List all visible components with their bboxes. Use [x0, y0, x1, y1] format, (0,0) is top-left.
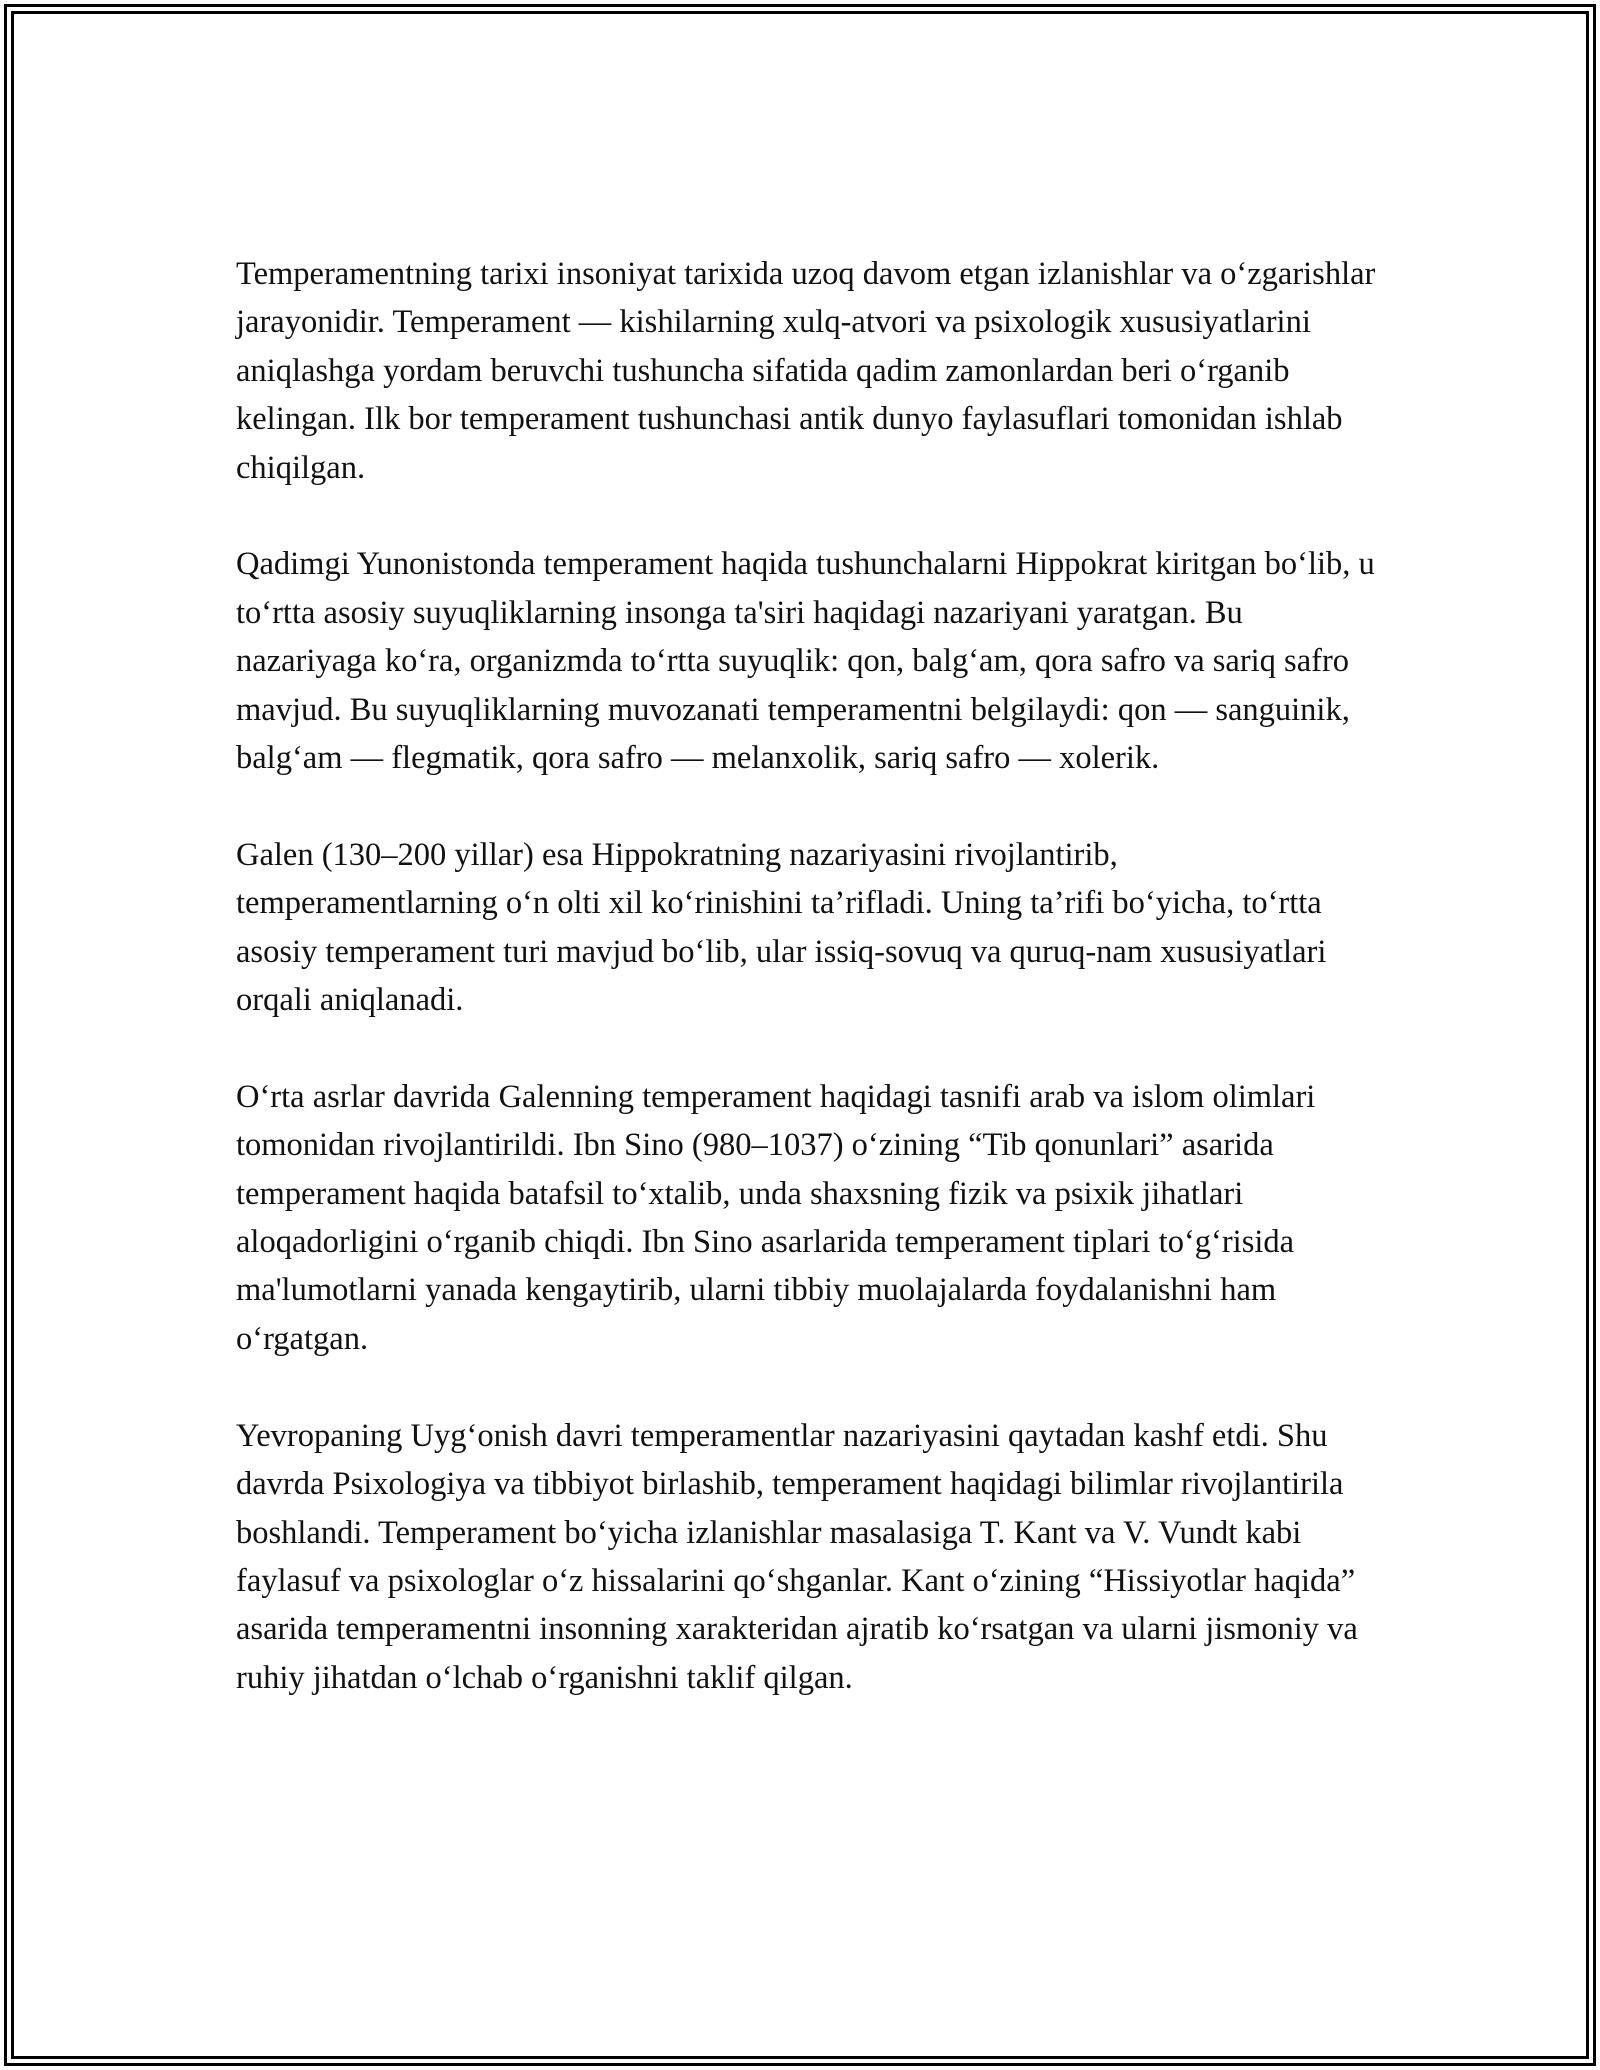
paragraph-renaissance: Yevropaning Uyg‘onish davri temperamentlar nazariyasini qaytadan kashf etdi. Shu davrda Psixologiya va tibbiyot birlashib, temperament haqidagi bilimlar rivojlantirila boshlandi. Temperament bo‘yicha izlanishlar masalasiga T. Kant va V. Vundt kabi faylasuf va psixologlar o‘z hissalarini qo‘shganlar. Kant o‘zining “Hissiyotlar haqida” asarida temperamentni insonning xarakteridan ajratib ko‘rsatgan va ularni jismoniy va ruhiy jihatdan o‘lchab o‘rganishni taklif qilgan. — [236, 1417, 1358, 1696]
paragraph-history-intro: Temperamentning tarixi insoniyat tarixida uzoq davom etgan izlanishlar va o‘zgarishlar jarayonidir. Temperament — kishilarning xulq-atvori va psixologik xususiyatlarini aniqlashga yordam beruvchi tushuncha sifatida qadim zamonlardan beri o‘rganib kelingan. Ilk bor temperament tushunchasi antik dunyo faylasuflari tomonidan ishlab chiqilgan. — [236, 256, 1376, 486]
paragraph-middle-ages: O‘rta asrlar davrida Galenning temperament haqidagi tasnifi arab va islom olimlari tomonidan rivojlantirildi. Ibn Sino (980–1037) o‘zining “Tib qonunlari” asarida temperament haqida batafsil to‘xtalib, unda shaxsning fizik va psixik jihatlari aloqadorligini o‘rganib chiqdi. Ibn Sino asarlarida temperament tiplari to‘g‘risida ma'lumotlarni yanada kengaytirib, ularni tibbiy muolajalarda foydalanishni ham o‘rgatgan. — [236, 1078, 1316, 1357]
document-body — [236, 250, 1376, 1702]
paragraph-galen: Galen (130–200 yillar) esa Hippokratning nazariyasini rivojlantirib, temperamentlarning o‘n olti xil ko‘rinishini ta’rifladi. Uning ta’rifi bo‘yicha, to‘rtta asosiy temperament turi mavjud bo‘lib, ular issiq-sovuq va quruq-nam xususiyatlari orqali aniqlanadi. — [236, 836, 1327, 1019]
paragraph-hippocrates: Qadimgi Yunonistonda temperament haqida tushunchalarni Hippokrat kiritgan bo‘lib, u to‘rtta asosiy suyuqliklarning insonga ta'siri haqidagi nazariyani yaratgan. Bu nazariyaga ko‘ra, organizmda to‘rtta suyuqlik: qon, balg‘am, qora safro va sariq safro mavjud. Bu suyuqliklarning muvozanati temperamentni belgilaydi: qon — sanguinik, balg‘am — flegmatik, qora safro — melanxolik, sariq safro — xolerik. — [236, 546, 1375, 777]
